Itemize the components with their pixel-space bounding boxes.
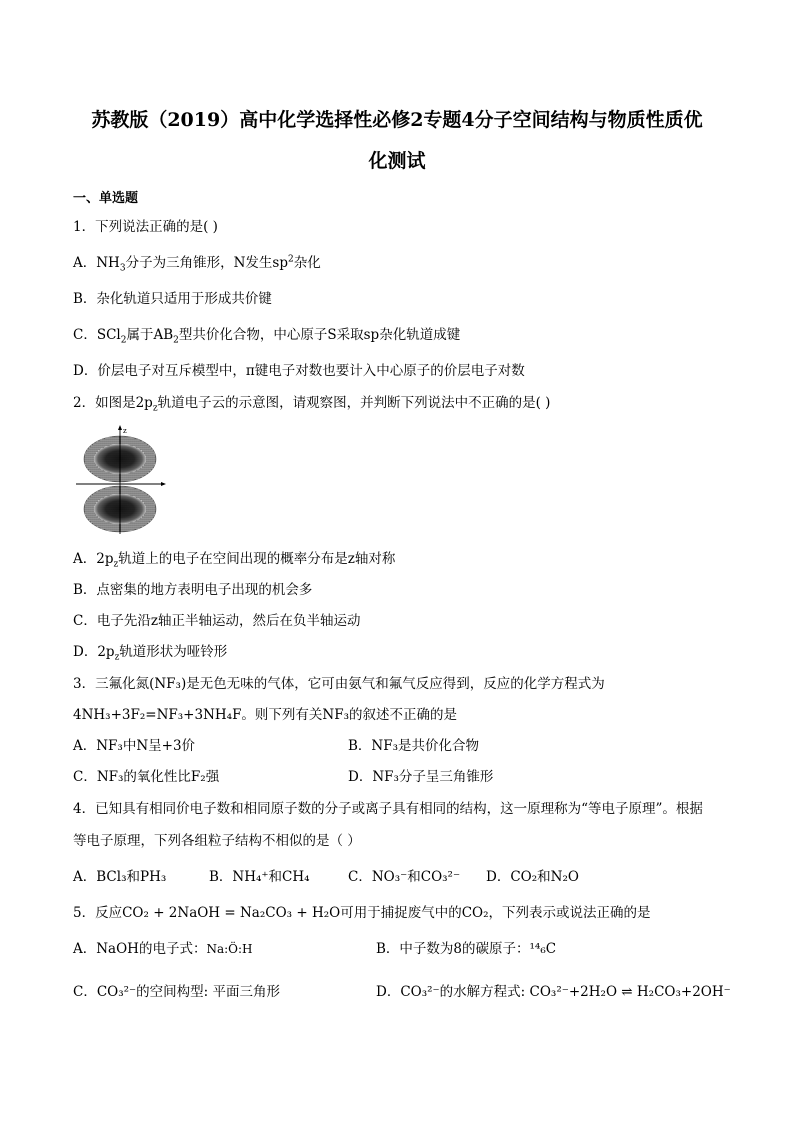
q1-option-d: D．价层电子对互斥模型中，π键电子对数也要计入中心原子的价层电子对数 xyxy=(73,363,525,379)
q3-option-a: A．NF₃中N呈+3价 xyxy=(73,738,196,754)
z-axis-label: z xyxy=(123,427,127,435)
q1-option-b: B．杂化轨道只适用于形成共价键 xyxy=(73,291,272,307)
q1-stem: 1．下列说法正确的是( ) xyxy=(73,219,218,235)
q4-stem-line2: 等电子原理，下列各组粒子结构不相似的是（ ） xyxy=(73,833,361,849)
q3-option-d: D．NF₃分子呈三角锥形 xyxy=(348,769,494,785)
q3-option-c: C．NF₃的氧化性比F₂强 xyxy=(73,769,220,785)
q5-option-a: A．NaOH的电子式：Na:Ö:H xyxy=(73,941,253,957)
q5-option-b: B．中子数为8的碳原子：¹⁴₆C xyxy=(376,941,557,957)
q4-stem-line1: 4．已知具有相同价电子数和相同原子数的分子或离子具有相同的结构，这一原理称为“等电子原理”。根据 xyxy=(73,801,703,817)
q1-option-c: C．SCl$_2$属于$AB_2$型共价化合物，中心原子S采取sp杂化轨道成键 xyxy=(73,327,461,346)
q1-option-a: A．$NH_3$分子为三角锥形，N发生$sp^2$杂化 xyxy=(73,254,321,274)
q3-option-b: B．NF₃是共价化合物 xyxy=(348,738,480,754)
doc-title-line1: 苏教版（2019）高中化学选择性必修2专题4分子空间结构与物质性质优 xyxy=(91,109,703,131)
section-heading: 一、单选题 xyxy=(73,191,139,206)
q5-option-d: D．CO₃²⁻的水解方程式: CO₃²⁻+2H₂O ⇌ H₂CO₃+2OH⁻ xyxy=(376,984,731,1000)
q3-stem-line2: 4NH₃+3F₂=NF₃+3NH₄F。则下列有关NF₃的叙述不正确的是 xyxy=(73,707,458,723)
q4-option-c: C．NO₃⁻和CO₃²⁻ xyxy=(348,869,461,885)
carbon-isotope-symbol: ¹⁴₆C xyxy=(529,941,557,957)
q2-stem: 2．如图是$2p_z$轨道电子云的示意图，请观察图，并判断下列说法中不正确的是( ) xyxy=(73,395,551,414)
naoh-electron-formula: Na:Ö:H xyxy=(206,942,253,956)
q2-option-d: D．$2p_z$轨道形状为哑铃形 xyxy=(73,644,228,663)
q4-option-b: B．NH₄⁺和CH₄ xyxy=(209,869,310,885)
doc-title-line2: 化测试 xyxy=(368,150,426,172)
orbital-diagram xyxy=(74,424,166,536)
q4-option-a: A．BCl₃和PH₃ xyxy=(73,869,167,885)
q4-option-d: D．CO₂和N₂O xyxy=(486,869,579,885)
q5-stem: 5．反应CO₂ + 2NaOH = Na₂CO₃ + H₂O可用于捕捉废气中的CO₂，下列表示或说法正确的是 xyxy=(73,905,651,921)
q2-option-b: B．点密集的地方表明电子出现的机会多 xyxy=(73,582,313,598)
q2-option-a: A．$2p_z$轨道上的电子在空间出现的概率分布是z轴对称 xyxy=(73,551,396,570)
q2-option-c: C．电子先沿z轴正半轴运动，然后在负半轴运动 xyxy=(73,613,361,629)
q3-stem-line1: 3．三氟化氮(NF₃)是无色无味的气体，它可由氨气和氟气反应得到，反应的化学方程式为 xyxy=(73,676,605,692)
q5-option-c: C．CO₃²⁻的空间构型: 平面三角形 xyxy=(73,984,281,1000)
